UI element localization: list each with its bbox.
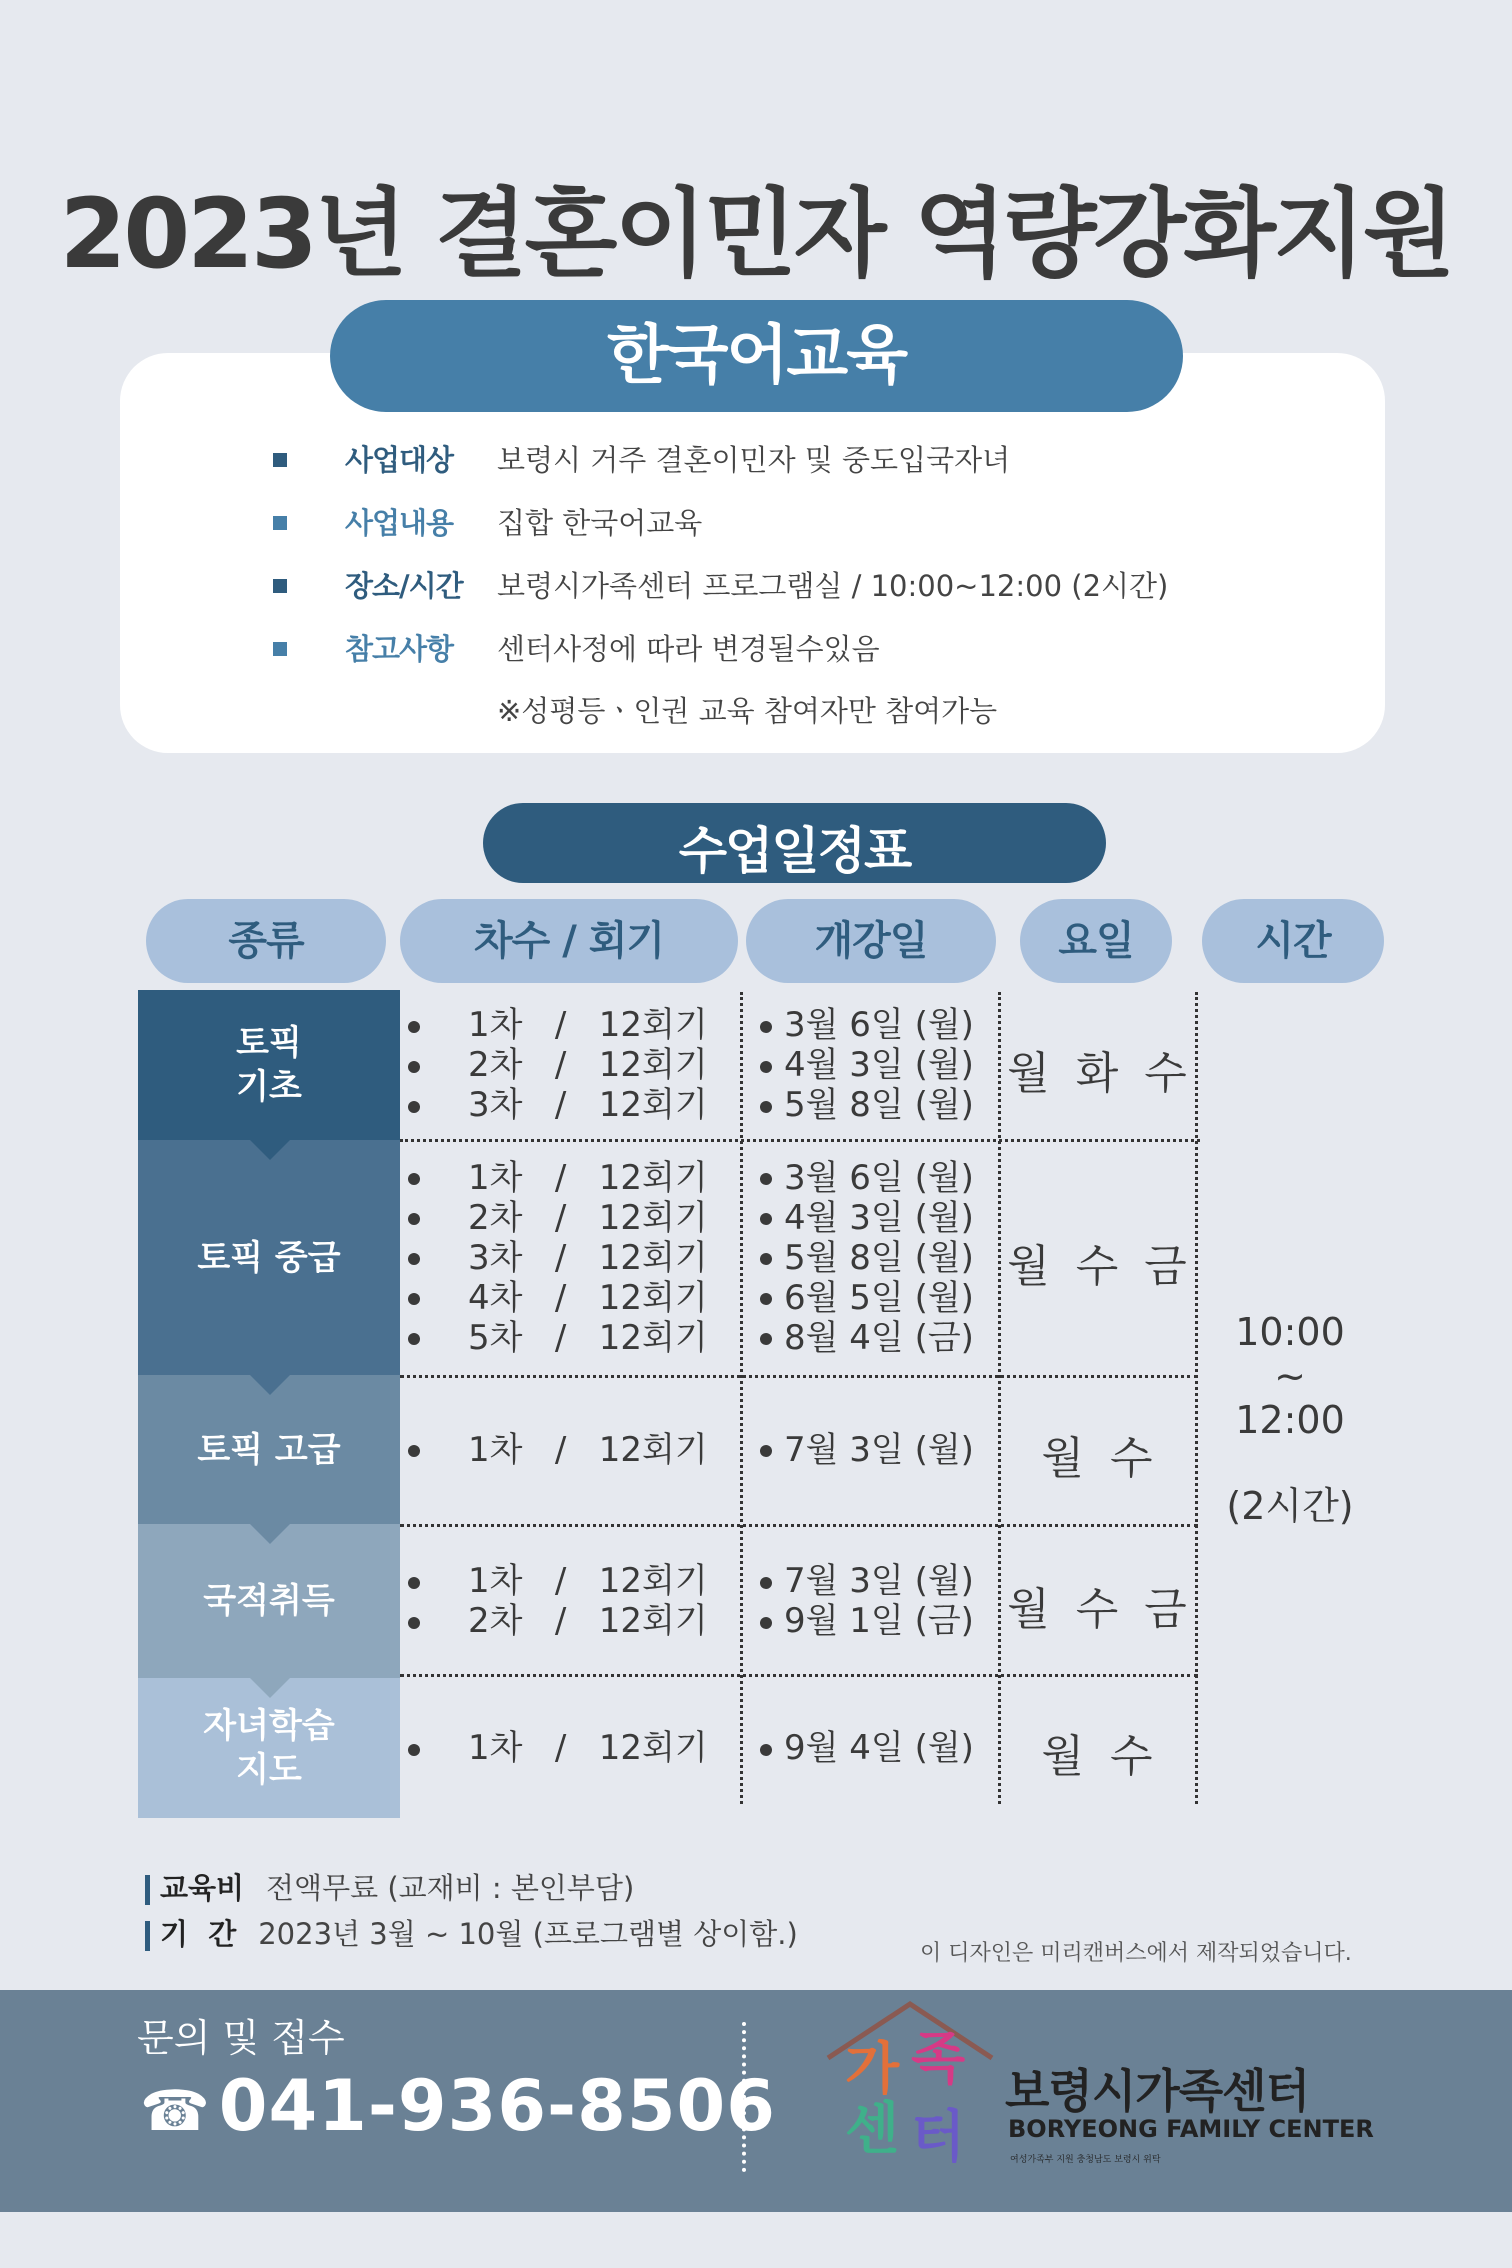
session-text: 3차 / 12회기: [468, 1085, 708, 1125]
bullet-icon: [760, 1213, 772, 1225]
bullet-icon: [408, 1744, 420, 1756]
row-divider: [400, 1524, 1198, 1527]
session-text: 2차 / 12회기: [468, 1601, 708, 1641]
session-line: [408, 1045, 738, 1085]
info-value: 보령시 거주 결혼이민자 및 중도입국자녀: [497, 443, 1011, 477]
category-arrow-icon: [250, 1140, 290, 1160]
category-cell: 국적취득: [138, 1524, 400, 1678]
date-text: 9월 4일 (월): [784, 1728, 974, 1768]
session-line: [408, 1278, 738, 1318]
session-text: 2차 / 12회기: [468, 1197, 708, 1238]
logo-char: 가: [844, 2037, 900, 2102]
page-title: 2023년 결혼이민자 역량강화지원: [59, 178, 1453, 290]
session-text: 1차 / 12회기: [468, 1561, 708, 1601]
date-text: 8월 4일 (금): [784, 1317, 974, 1358]
date-text: 4월 3일 (월): [784, 1045, 974, 1085]
info-row-note: [120, 683, 1385, 739]
date-cell: [760, 1140, 996, 1375]
date-cell: [760, 990, 996, 1140]
note-label: 기 간: [160, 1917, 237, 1951]
date-line: [760, 1561, 996, 1601]
contact-label: 문의 및 접수: [137, 2016, 345, 2060]
row-divider: [400, 1674, 1198, 1677]
bullet-icon: [760, 1333, 772, 1345]
bullet-icon: [760, 1577, 772, 1589]
logo-char: 족: [910, 2027, 966, 2092]
info-value: 보령시가족센터 프로그램실 / 10:00~12:00 (2시간): [497, 569, 1169, 603]
session-cell: [408, 990, 738, 1140]
header-time: 시간: [1202, 899, 1384, 983]
date-line: [760, 1278, 996, 1318]
info-row-target: [120, 432, 1385, 488]
section-pill-schedule: 수업일정표: [483, 803, 1106, 883]
date-line: [760, 1728, 996, 1768]
bullet-icon: [760, 1617, 772, 1629]
column-divider: [740, 992, 743, 1804]
bullet-icon: [760, 1253, 772, 1265]
session-line: [408, 1198, 738, 1238]
bullet-icon: [408, 1617, 420, 1629]
header-weekday: 요일: [1020, 899, 1172, 983]
phone-icon: ☎: [140, 2079, 211, 2144]
section-pill-korean-education: 한국어교육: [330, 300, 1183, 412]
date-line: [760, 1158, 996, 1198]
weekday-cell: 월 수 금: [1007, 1240, 1193, 1292]
session-text: 3차 / 12회기: [468, 1237, 708, 1278]
design-credit: 이 디자인은 미리캔버스에서 제작되었습니다.: [920, 1941, 1352, 1966]
bullet-icon: [408, 1101, 420, 1113]
info-row-reference: [120, 621, 1385, 677]
info-label: 참고사항: [345, 632, 454, 666]
session-line: [408, 1005, 738, 1045]
date-text: 7월 3일 (월): [784, 1561, 974, 1601]
category-arrow-icon: [250, 1524, 290, 1544]
org-name: 보령시가족센터: [1005, 2064, 1310, 2118]
date-text: 9월 1일 (금): [784, 1601, 974, 1641]
date-text: 4월 3일 (월): [784, 1197, 974, 1238]
date-text: 5월 8일 (월): [784, 1085, 974, 1125]
bullet-icon: [760, 1293, 772, 1305]
session-cell: [408, 1375, 738, 1524]
bullet-icon: [760, 1101, 772, 1113]
session-text: 5차 / 12회기: [468, 1317, 708, 1358]
session-line: [408, 1728, 738, 1768]
note-value: 전액무료 (교재비 : 본인부담): [266, 1871, 635, 1905]
note-bar-icon: [145, 1921, 150, 1951]
bullet-icon: [760, 1744, 772, 1756]
session-line: [408, 1430, 738, 1470]
info-row-place-time: [120, 558, 1385, 614]
column-divider: [998, 992, 1001, 1804]
date-line: [760, 1198, 996, 1238]
row-divider: [400, 1375, 1198, 1378]
date-text: 6월 5일 (월): [784, 1277, 974, 1318]
date-text: 3월 6일 (월): [784, 1157, 974, 1198]
column-divider: [1195, 992, 1198, 1804]
bullet-icon: [408, 1061, 420, 1073]
bullet-icon: [408, 1021, 420, 1033]
bullet-square-icon: [273, 516, 287, 530]
date-line: [760, 1430, 996, 1470]
phone-number[interactable]: [140, 2065, 776, 2147]
date-line: [760, 1005, 996, 1045]
info-label: 사업대상: [345, 443, 454, 477]
bullet-icon: [408, 1173, 420, 1185]
weekday-cell: 월 화 수: [1007, 1048, 1193, 1099]
family-center-logo: [820, 1996, 1000, 2176]
row-divider: [400, 1139, 1200, 1142]
note-value: 2023년 3월 ~ 10월 (프로그램별 상이함.): [258, 1917, 798, 1951]
session-line: [408, 1238, 738, 1278]
time-start: 10:00: [1235, 1310, 1345, 1354]
bullet-icon: [408, 1293, 420, 1305]
footer-note-fee: [145, 1866, 634, 1907]
date-line: [760, 1085, 996, 1125]
category-arrow-icon: [250, 1678, 290, 1698]
note-label: 교육비: [160, 1871, 245, 1905]
header-session: 차수 / 회기: [400, 899, 738, 983]
info-label: 장소/시간: [345, 569, 463, 603]
time-cell: [1200, 1310, 1380, 1528]
date-line: [760, 1238, 996, 1278]
bullet-icon: [408, 1445, 420, 1457]
bullet-icon: [408, 1213, 420, 1225]
session-text: 4차 / 12회기: [468, 1277, 708, 1318]
info-card: [120, 353, 1385, 753]
footer-divider: [742, 2022, 746, 2172]
time-end: 12:00: [1235, 1398, 1345, 1442]
time-duration: (2시간): [1226, 1484, 1354, 1528]
org-subtitle: 여성가족부 지원 충청남도 보령시 위탁: [1010, 2155, 1161, 2165]
session-line: [408, 1561, 738, 1601]
bullet-square-icon: [273, 453, 287, 467]
logo-char: 센: [844, 2097, 900, 2162]
session-text: 1차 / 12회기: [468, 1728, 708, 1768]
session-cell: [408, 1524, 738, 1678]
note-bar-icon: [145, 1875, 150, 1905]
header-type: 종류: [146, 899, 386, 983]
date-cell: [760, 1524, 996, 1678]
bullet-icon: [408, 1577, 420, 1589]
category-cell: 자녀학습 지도: [138, 1678, 400, 1818]
bullet-square-icon: [273, 642, 287, 656]
session-text: 1차 / 12회기: [468, 1157, 708, 1198]
info-value: 집합 한국어교육: [497, 506, 703, 540]
date-line: [760, 1318, 996, 1358]
bullet-icon: [760, 1445, 772, 1457]
session-line: [408, 1318, 738, 1358]
category-cell: 토픽 기초: [138, 990, 400, 1140]
category-arrow-icon: [250, 1375, 290, 1395]
info-note: ※성평등ㆍ인권 교육 참여자만 참여가능: [497, 694, 998, 728]
bullet-icon: [760, 1173, 772, 1185]
category-cell: 토픽 고급: [138, 1375, 400, 1524]
bullet-icon: [760, 1061, 772, 1073]
session-cell: [408, 1678, 738, 1818]
weekday-cell: 월 수 금: [1007, 1584, 1193, 1635]
header-start-date: 개강일: [746, 899, 996, 983]
date-text: 5월 8일 (월): [784, 1237, 974, 1278]
weekday-cell: 월 수: [1041, 1731, 1159, 1782]
info-row-content: [120, 495, 1385, 551]
info-value: 센터사정에 따라 변경될수있음: [497, 632, 880, 666]
session-text: 1차 / 12회기: [468, 1005, 708, 1045]
session-text: 1차 / 12회기: [468, 1429, 708, 1470]
weekday-cell: 월 수: [1041, 1432, 1159, 1484]
footer-note-period: [145, 1912, 798, 1953]
date-cell: [760, 1678, 996, 1818]
date-cell: [760, 1375, 996, 1524]
date-line: [760, 1045, 996, 1085]
bullet-icon: [408, 1333, 420, 1345]
date-text: 3월 6일 (월): [784, 1005, 974, 1045]
org-english-name: BORYEONG FAMILY CENTER: [1008, 2115, 1374, 2143]
session-line: [408, 1085, 738, 1125]
phone-text: 041-936-8506: [218, 2065, 776, 2147]
date-text: 7월 3일 (월): [784, 1429, 974, 1470]
session-cell: [408, 1140, 738, 1375]
bullet-square-icon: [273, 579, 287, 593]
date-line: [760, 1601, 996, 1641]
time-tilde: ~: [1274, 1354, 1306, 1398]
bullet-icon: [760, 1021, 772, 1033]
session-line: [408, 1158, 738, 1198]
info-label: 사업내용: [345, 506, 454, 540]
logo-char: 터: [910, 2105, 966, 2170]
session-text: 2차 / 12회기: [468, 1045, 708, 1085]
category-cell: 토픽 중급: [138, 1140, 400, 1375]
bullet-icon: [408, 1253, 420, 1265]
session-line: [408, 1601, 738, 1641]
